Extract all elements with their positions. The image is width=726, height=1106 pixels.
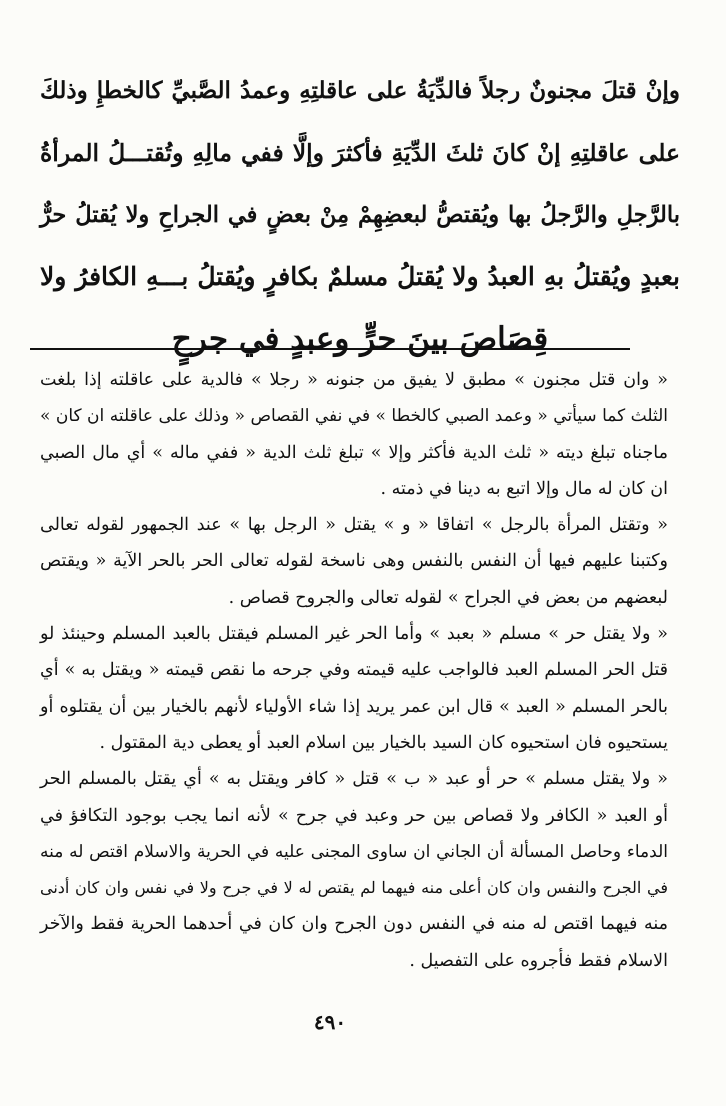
commentary-text-block — [40, 362, 668, 979]
commentary-line: بالحر المسلم « العبد » قال ابن عمر يريد إذا شاء الأولياء لأنهم بالخيار بين أن يقتلوه أو — [40, 696, 668, 717]
commentary-line: أو العبد « الكافر ولا قصاص بين حر وعبد في جرح » لأنه انما يجب بوجود التكافؤ في — [40, 805, 668, 826]
page-number: ٤٩٠ — [313, 1010, 347, 1034]
separator-rule — [30, 348, 630, 350]
commentary-line: منه فيهما اقتص له منه في النفس دون الجرح وان كان في أحدهما الحرية فقط والآخر — [40, 914, 668, 935]
commentary-line: قتل الحر المسلم العبد فالواجب عليه قيمته وفي جرحه ما نقص قيمته « ويقتل به » أي — [40, 660, 668, 681]
commentary-line: « وتقتل المرأة بالرجل » اتفاقا « و » يقتل « الرجل بها » عند الجمهور لقوله تعالى — [40, 515, 668, 536]
matn-line: قِصَاصَ بينَ حرٍّ وعبدٍ في جرحٍ — [171, 321, 549, 357]
commentary-line: ان كان له مال وإلا اتبع به دينا في ذمته . — [380, 478, 668, 499]
commentary-line: « وان قتل مجنون » مطبق لا يفيق من جنونه « رجلا » فالدية على عاقلته إذا بلغت — [40, 370, 668, 390]
commentary-line: ماجناه تبلغ ديته « ثلث الدية فأكثر وإلا » تبلغ ثلث الدية « ففي ماله » أي مال الصبي — [40, 442, 668, 463]
commentary-line: في الجرح والنفس وان كان أعلى منه فيهما لم يقتص له لا في جرح ولا في نفس وان كان أدنى — [40, 878, 668, 898]
matn-line: بعبدٍ ويُقتلُ بهِ العبدُ ولا يُقتلُ مسلمٌ بكافرٍ ويُقتلُ بـــهِ الكافرُ ولا — [40, 262, 680, 291]
commentary-line: « ولا يقتل مسلم » حر أو عبد « ب » قتل « كافر ويقتل به » أي يقتل بالمسلم الحر — [40, 769, 668, 790]
commentary-line: الاسلام فقط فأجروه على التفصيل . — [409, 950, 668, 971]
matn-line: وإنْ قتلَ مجنونٌ رجلاً فالدِّيَةُ على عاقلتِهِ وعمدُ الصَّبيِّ كالخطإِ وذلكَ — [40, 77, 680, 104]
commentary-line: الدماء وحاصل المسألة أن الجاني ان ساوى المجنى عليه في الحرية والاسلام اقتص له منه — [40, 841, 668, 862]
matn-line: على عاقلتِهِ إنْ كانَ ثلثَ الدِّيَةِ فأكثرَ وإلَّا ففي مالِهِ وتُقتـــلُ المرأةُ — [40, 139, 680, 167]
commentary-line: يستحيوه فان استحيوه كان السيد بالخيار بين اسلام العبد أو يعطى دية المقتول . — [99, 732, 668, 753]
matn-line: بالرَّجلِ والرَّجلُ بها ويُقتصُّ لبعضِهِمْ مِنْ بعضٍ في الجراحِ ولا يُقتلُ حرٌّ — [40, 202, 680, 228]
commentary-line: الثلث كما سيأتي « وعمد الصبي كالخطا » في نفي القصاص « وذلك على عاقلته ان كان » — [40, 406, 668, 427]
commentary-line: « ولا يقتل حر » مسلم « بعبد » وأما الحر غير المسلم فيقتل بالعبد المسلم وحينئذ لو — [40, 624, 668, 645]
commentary-line: لبعضهم من بعض في الجراح » لقوله تعالى والجروح قصاص . — [228, 587, 668, 608]
commentary-line: وكتبنا عليهم فيها أن النفس بالنفس وهى ناسخة لقوله تعالى الحر بالحر الآية « ويقتص — [40, 551, 668, 572]
matn-text-block — [40, 60, 680, 370]
